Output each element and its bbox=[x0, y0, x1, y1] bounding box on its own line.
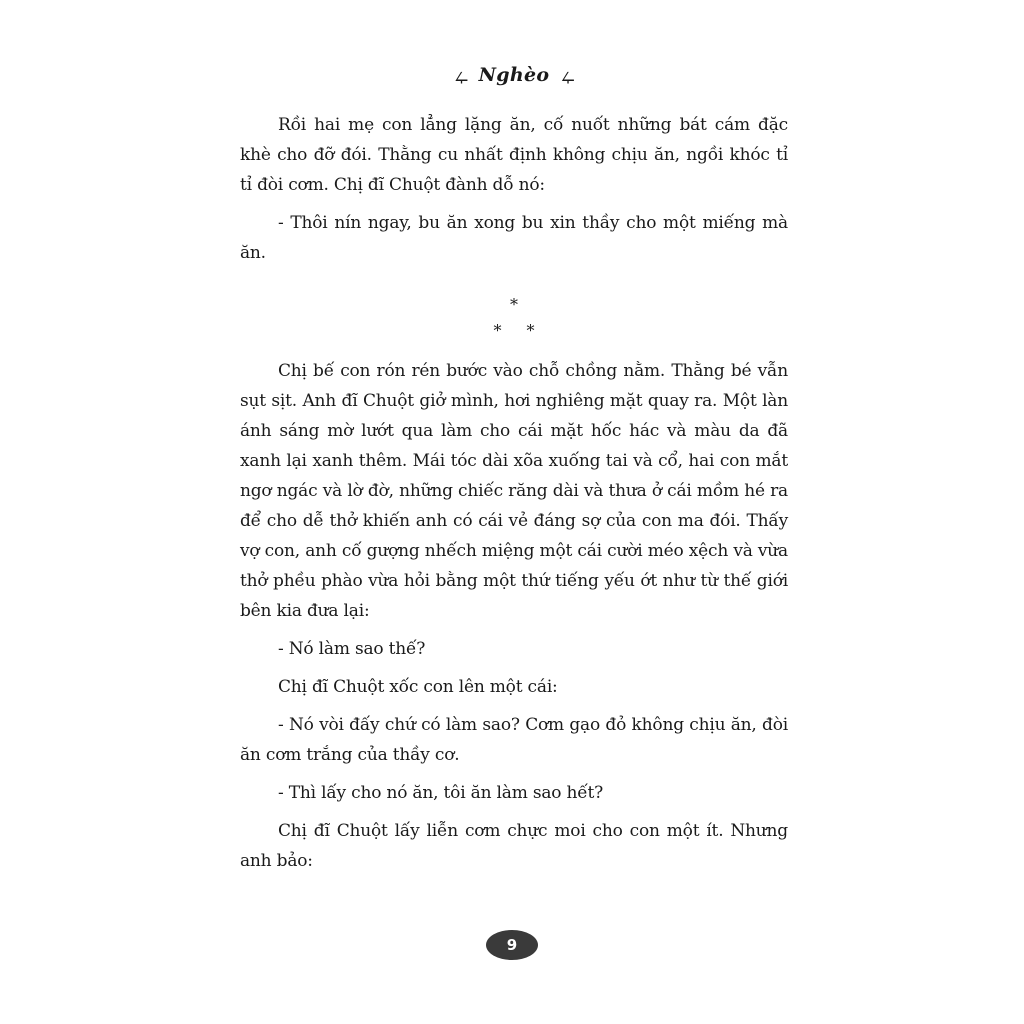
ornament-right-icon: ഺ bbox=[560, 66, 575, 85]
paragraph: Chị đĩ Chuột lấy liễn cơm chực moi cho con một ít. Nhưng anh bảo: bbox=[240, 821, 788, 871]
section-separator bbox=[240, 292, 788, 344]
text-section-1 bbox=[240, 110, 788, 276]
book-page bbox=[240, 0, 788, 1024]
paragraph: - Nó làm sao thế? bbox=[278, 639, 426, 659]
paragraph: - Thì lấy cho nó ăn, tôi ăn làm sao hết? bbox=[278, 783, 604, 803]
running-header bbox=[240, 64, 788, 86]
separator-star-top: * bbox=[510, 295, 518, 314]
paragraph: - Nó vòi đấy chứ có làm sao? Cơm gạo đỏ không chịu ăn, đòi ăn cơm trắng của thầy cơ. bbox=[240, 715, 788, 765]
separator-star-right: * bbox=[526, 321, 535, 340]
page-number-badge: 9 bbox=[486, 930, 538, 960]
chapter-title: Nghèo bbox=[478, 64, 550, 86]
paragraph: Rồi hai mẹ con lẳng lặng ăn, cố nuốt những bát cám đặc khè cho đỡ đói. Thằng cu nhất định không chịu ăn, ngồi khóc tỉ tỉ đòi cơm. Chị đĩ Chuột đành dỗ nó: bbox=[240, 115, 788, 195]
paragraph: Chị đĩ Chuột xốc con lên một cái: bbox=[278, 677, 558, 697]
ornament-left-icon: ഺ bbox=[453, 66, 468, 85]
paragraph: - Thôi nín ngay, bu ăn xong bu xin thầy cho một miếng mà ăn. bbox=[240, 213, 788, 263]
separator-star-left: * bbox=[493, 321, 502, 340]
paragraph: Chị bế con rón rén bước vào chỗ chồng nằm. Thằng bé vẫn sụt sịt. Anh đĩ Chuột giở mình, hơi nghiêng mặt quay ra. Một làn ánh sáng mờ lướt qua làm cho cái mặt hốc hác và màu da đã xanh lại xanh thêm. Mái tóc dài xõa xuống tai và cổ, hai con mắt ngơ ngác và lờ đờ, những chiếc răng dài và thưa ở cái mồm hé ra để cho dễ thở khiến anh có cái vẻ đáng sợ của con ma đói. Thấy vợ con, anh cố gượng nhếch miệng một cái cười méo xệch và vừa thở phều phào vừa hỏi bằng một thứ tiếng yếu ớt như từ thế giới bên kia đưa lại: bbox=[240, 361, 788, 621]
text-section-2 bbox=[240, 356, 788, 884]
